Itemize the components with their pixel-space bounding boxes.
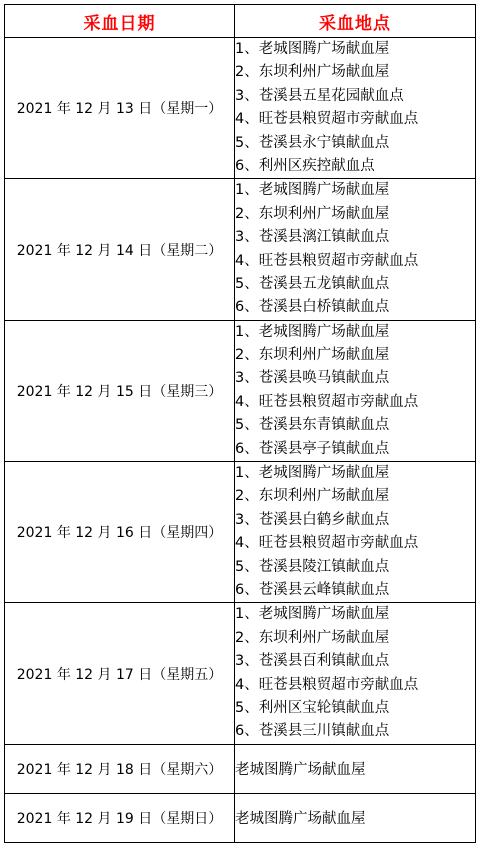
blood-collection-schedule-table <box>4 4 476 843</box>
table-row <box>5 603 476 744</box>
place-item: 6、利州区疾控献血点 <box>235 157 375 174</box>
place-cell <box>235 603 476 744</box>
place-item: 1、老城图腾广场献血屋 <box>235 41 390 57</box>
date-cell: 2021 年 12 月 14 日（星期二） <box>5 179 235 320</box>
place-item: 5、苍溪县东青镇献血点 <box>235 417 390 434</box>
place-cell <box>235 320 476 461</box>
place-item: 5、苍溪县永宁镇献血点 <box>235 134 390 151</box>
table-row <box>5 744 476 793</box>
table-row <box>5 38 476 179</box>
date-cell: 2021 年 12 月 16 日（星期四） <box>5 462 235 603</box>
place-item: 3、苍溪县漓江镇献血点 <box>235 229 390 246</box>
table-row <box>5 320 476 461</box>
table-row <box>5 793 476 842</box>
date-cell: 2021 年 12 月 18 日（星期六） <box>5 744 235 793</box>
date-cell: 2021 年 12 月 15 日（星期三） <box>5 320 235 461</box>
place-cell <box>235 179 476 320</box>
place-item: 5、苍溪县陵江镇献血点 <box>235 558 390 575</box>
place-item: 4、旺苍县粮贸超市旁献血点 <box>235 535 419 552</box>
date-cell: 2021 年 12 月 13 日（星期一） <box>5 38 235 179</box>
place-cell: 老城图腾广场献血屋 <box>235 744 476 793</box>
table-row <box>5 179 476 320</box>
table-row <box>5 462 476 603</box>
place-item: 3、苍溪县百利镇献血点 <box>235 653 390 670</box>
place-item: 6、苍溪县云峰镇献血点 <box>235 581 390 598</box>
place-item: 6、苍溪县亭子镇献血点 <box>235 440 390 457</box>
place-item: 2、东坝利州广场献血屋 <box>235 347 390 364</box>
place-item: 3、苍溪县唤马镇献血点 <box>235 370 390 387</box>
place-cell <box>235 38 476 179</box>
date-cell: 2021 年 12 月 17 日（星期五） <box>5 603 235 744</box>
place-item: 2、东坝利州广场献血屋 <box>235 629 390 646</box>
header-row <box>5 5 476 38</box>
place-item: 4、旺苍县粮贸超市旁献血点 <box>235 111 419 128</box>
place-item: 4、旺苍县粮贸超市旁献血点 <box>235 252 419 269</box>
place-item: 3、苍溪县五星花园献血点 <box>235 87 404 104</box>
place-item: 2、东坝利州广场献血屋 <box>235 205 390 222</box>
place-item: 3、苍溪县白鹤乡献血点 <box>235 511 390 528</box>
place-item: 4、旺苍县粮贸超市旁献血点 <box>235 393 419 410</box>
place-item: 1、老城图腾广场献血屋 <box>235 182 390 199</box>
date-column-header: 采血日期 <box>5 5 235 38</box>
place-item: 1、老城图腾广场献血屋 <box>235 606 390 623</box>
place-item: 1、老城图腾广场献血屋 <box>235 465 390 482</box>
place-item: 4、旺苍县粮贸超市旁献血点 <box>235 676 419 693</box>
place-cell: 老城图腾广场献血屋 <box>235 793 476 842</box>
place-item: 6、苍溪县白桥镇献血点 <box>235 299 390 316</box>
place-item: 5、苍溪县五龙镇献血点 <box>235 275 390 292</box>
place-item: 2、东坝利州广场献血屋 <box>235 488 390 505</box>
place-item: 5、利州区宝轮镇献血点 <box>235 699 390 716</box>
place-item: 2、东坝利州广场献血屋 <box>235 64 390 81</box>
date-cell: 2021 年 12 月 19 日（星期日） <box>5 793 235 842</box>
place-cell <box>235 462 476 603</box>
place-column-header: 采血地点 <box>235 5 476 38</box>
place-item: 1、老城图腾广场献血屋 <box>235 323 390 340</box>
place-item: 6、苍溪县三川镇献血点 <box>235 723 390 740</box>
